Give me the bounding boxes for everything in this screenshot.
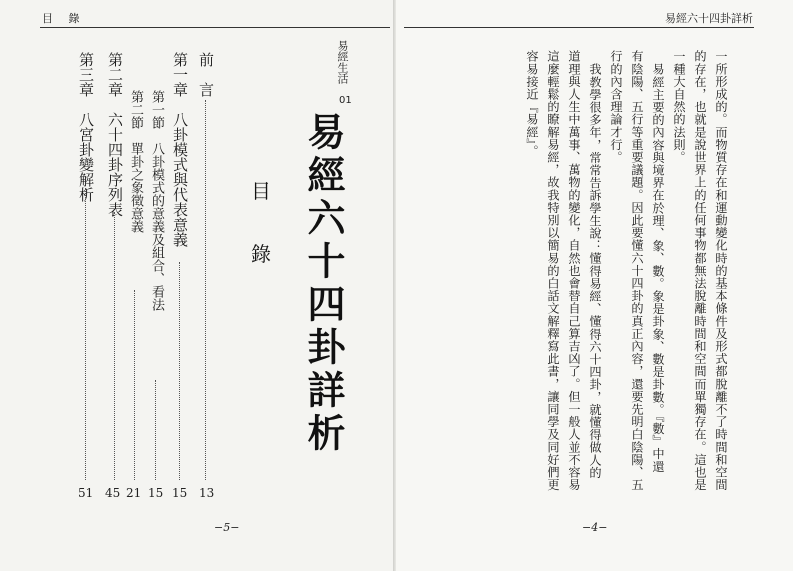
series-number: 01 [339, 95, 352, 106]
body-text-column: 這麼輕鬆的瞭解易經，故我特別以簡易的白話文解釋寫此書，讓同學及同好們更 [546, 50, 560, 491]
page-number-left: −5− [214, 521, 240, 534]
right-page [396, 0, 793, 571]
body-text-column: 行的內含理論才行。 [609, 50, 623, 164]
running-head-right: 易經六十四卦詳析 [665, 12, 753, 25]
toc-leader [155, 380, 157, 480]
page-number-right: −4− [582, 521, 608, 534]
body-text-column: 我教學很多年，常常告訴學生說：懂得易經、懂得六十四卦，就懂得做人的 [588, 63, 602, 479]
series-label: 易經生活 [336, 40, 349, 84]
toc-entry-section-2[interactable]: 第二節 單卦之象徵意義 [128, 90, 143, 233]
running-head-left: 目 錄 [42, 12, 86, 25]
body-text-column: 一種大自然的法則。 [672, 50, 686, 164]
body-text-column: 容易接近『易經』。 [525, 50, 539, 158]
body-text-column: 有陰陽、五行等重要議題。因此要懂六十四卦的真正內容，還要先明白陰陽、五 [630, 50, 644, 491]
body-text-column: 一所形成的。而物質存在和運動變化時的基本條件及形式都脫離不了時間和空間 [714, 50, 728, 491]
toc-entry-section-1[interactable]: 第一節 八卦模式的意義及組合、看法 [149, 90, 164, 311]
toc-page-number: 21 [126, 486, 142, 500]
header-rule-left [40, 27, 390, 28]
body-text-column: 的存在，也就是說世界上的任何事物都無法脫離時間和空間而單獨存在。這也是 [693, 50, 707, 491]
toc-entry-chapter-3[interactable]: 第三章 八宮卦變解析 [77, 52, 95, 202]
toc-page-number: 45 [105, 486, 121, 500]
toc-page-number: 13 [199, 486, 215, 500]
toc-leader [85, 188, 87, 480]
toc-leader [114, 212, 116, 480]
body-text-column: 道理與人生中萬事、萬物的變化，自然也會替自己算吉凶了。但一般人並不容易 [567, 50, 581, 491]
toc-page-number: 15 [172, 486, 188, 500]
left-page [0, 0, 396, 571]
body-text-column: 易經主要的內容與境界在於理、象、數。象是卦象、數是卦數。『數』中還 [651, 63, 665, 473]
toc-page-number: 51 [78, 486, 94, 500]
toc-leader [205, 100, 207, 480]
book-title: 易經六十四卦詳析 [301, 112, 346, 456]
contents-heading-char: 錄 [251, 242, 271, 266]
contents-heading-char: 目 [251, 179, 271, 203]
header-rule-right [404, 27, 754, 28]
toc-entry-preface[interactable]: 前 言 [197, 52, 215, 97]
toc-entry-chapter-2[interactable]: 第二章 六十四卦序列表 [106, 52, 124, 217]
toc-leader [179, 262, 181, 480]
toc-page-number: 15 [148, 486, 164, 500]
toc-entry-chapter-1[interactable]: 第一章 八卦模式與代表意義 [171, 52, 189, 247]
toc-leader [134, 290, 136, 480]
